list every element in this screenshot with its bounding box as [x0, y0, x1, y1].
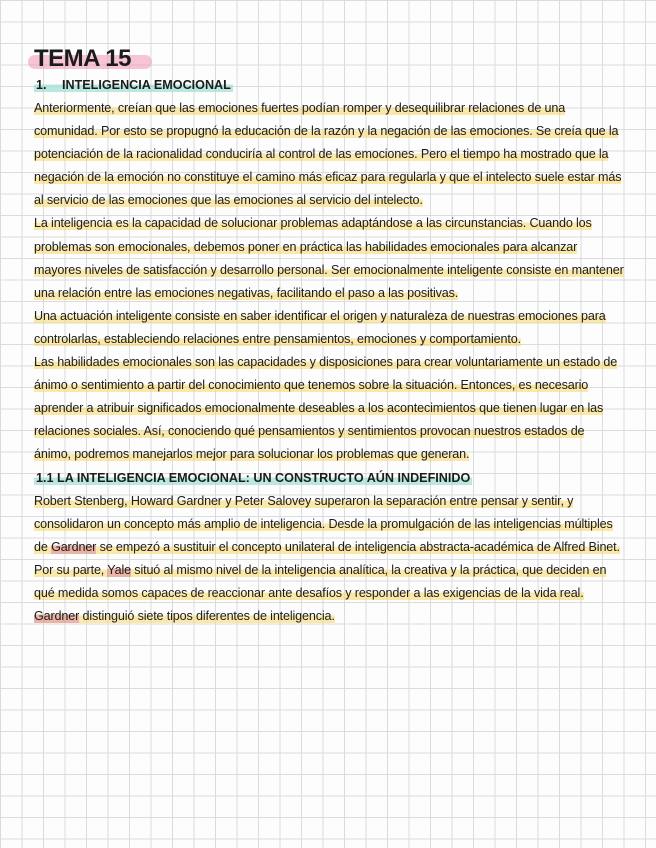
paragraph-5: Robert Stenberg, Howard Gardner y Peter Salovey superaron la separación entre pensar y sentir, y consolidaron un concepto más amplio de inteligencia. Desde la promulgación de las inteligencias múltiples de Gardner se empezó a sustituir el concepto unilateral de inteligencia abstracta-académica de Alfred Binet. Por su parte, Yale situó al mismo nivel de la inteligencia analítica, la creativa y la práctica, que deciden en qué medida somos capaces de reaccionar ante desafíos y responder a las exigencias de la vida real. Gardner distinguió siete tipos diferentes de inteligencia. [34, 493, 620, 623]
page-title: TEMA 15 [34, 45, 131, 72]
name-gardner-highlight-2: Gardner [34, 608, 80, 623]
title-block [34, 44, 624, 74]
paragraph-4: Las habilidades emocionales son las capacidades y disposiciones para crear voluntariamente un estado de ánimo o sentimiento a partir del conocimiento que tenemos sobre la situación. Entonces, es necesario aprender a atribuir significados emocionalmente deseables a los acontecimientos que tienen lugar en las relaciones sociales. Así, conociendo qué pensamientos y sentimientos provocan nuestros estados de ánimo, podremos manejarlos mejor para solucionar los problemas que generan. [34, 355, 618, 462]
paragraph-3: Una actuación inteligente consiste en saber identificar el origen y naturaleza de nuestras emociones para controlarlas, estableciendo relaciones entre pensamientos, emociones y comportamiento. [34, 308, 606, 346]
name-gardner-highlight: Gardner [51, 539, 97, 554]
section-1-1-heading: 1.1 LA INTELIGENCIA EMOCIONAL: UN CONSTRUCTO AÚN INDEFINIDO [36, 470, 471, 485]
section-1-title: INTELIGENCIA EMOCIONAL [62, 78, 231, 92]
name-yale-highlight: Yale [107, 562, 131, 577]
section-1-number: 1. [36, 78, 47, 92]
paragraph-2: La inteligencia es la capacidad de solucionar problemas adaptándose a las circunstancias. Cuando los problemas son emocionales, debemos poner en práctica las habilidades emocionales para alcanzar mayores niveles de satisfacción y desarrollo personal. Ser emocionalmente inteligente consiste en mantener una relación entre las emociones negativas, facilitando el paso a las positivas. [34, 216, 624, 300]
paragraph-1: Anteriormente, creían que las emociones fuertes podían romper y desequilibrar relaciones de una comunidad. Por esto se propugnó la educación de la razón y la negación de las emociones. Se creía que la potenciación de la racionalidad conduciría al control de las emociones. Pero el tiempo ha mostrado que la negación de la emoción no constituye el camino más eficaz para regularla y que el intelecto suele estar más al servicio de las emociones que las emociones al servicio del intelecto. [34, 101, 622, 208]
document-page [34, 44, 624, 628]
section-1-heading [34, 74, 624, 97]
